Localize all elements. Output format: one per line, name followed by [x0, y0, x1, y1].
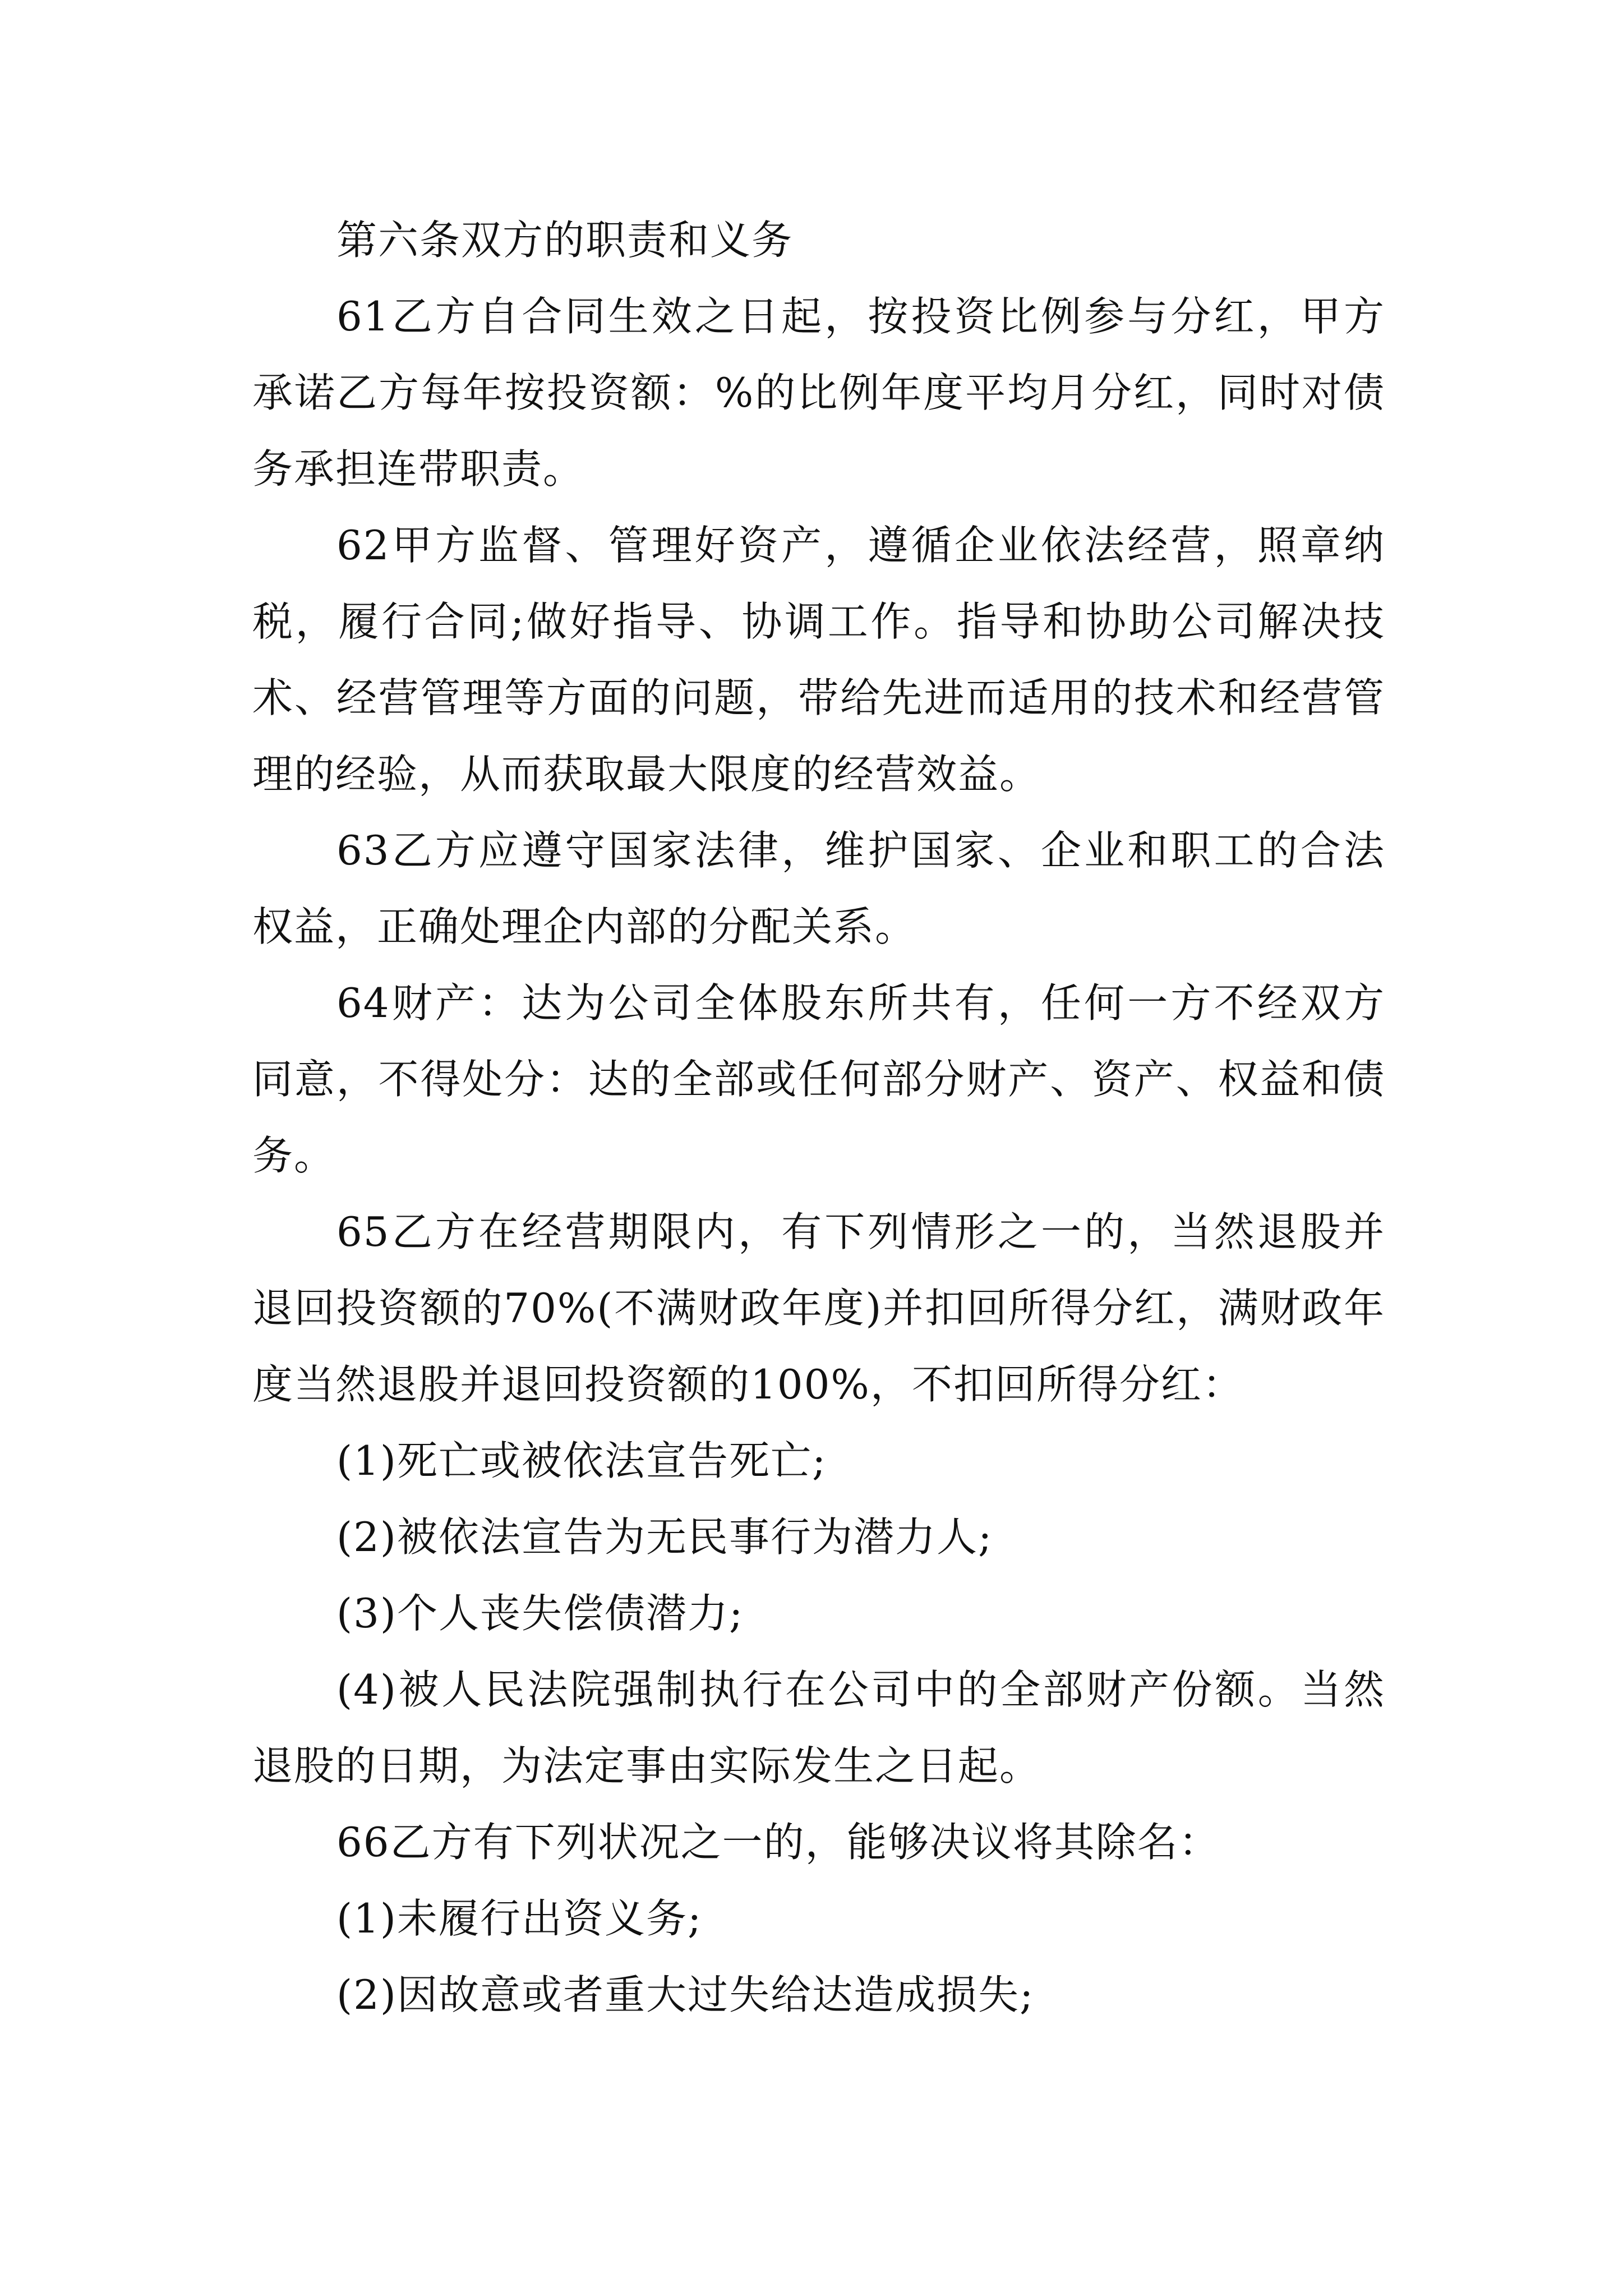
clause-6-5: 65乙方在经营期限内，有下列情形之一的，当然退股并退回投资额的70%(不满财政年度)并扣回所得分红，满财政年度当然退股并退回投资额的100%，不扣回所得分红：	[252, 1208, 1385, 1408]
section-heading: 第六条双方的职责和义务	[336, 217, 794, 264]
clause-6-6-item-2: (2)因故意或者重大过失给达造成损失;	[336, 1971, 1035, 2018]
clause-6-6: 66乙方有下列状况之一的，能够决议将其除名：	[336, 1819, 1220, 1866]
clause-6-1: 61乙方自合同生效之日起，按投资比例参与分红，甲方承诺乙方每年按投资额：%的比例年度平均月分红，同时对债务承担连带职责。	[252, 293, 1385, 493]
clause-6-6-item-1: (1)未履行出资义务;	[336, 1895, 703, 1942]
clause-6-5-item-3: (3)个人丧失偿债潜力;	[336, 1590, 744, 1637]
clause-6-5-item-2: (2)被依法宣告为无民事行为潜力人;	[336, 1513, 993, 1561]
clause-6-3: 63乙方应遵守国家法律，维护国家、企业和职工的合法权益，正确处理企内部的分配关系。	[252, 827, 1385, 950]
clause-6-2: 62甲方监督、管理好资产，遵循企业依法经营，照章纳税，履行合同;做好指导、协调工作。指导和协助公司解决技术、经营管理等方面的问题，带给先进而适用的技术和经营管理的经验，从而获取最大限度的经营效益。	[252, 522, 1385, 798]
clause-6-5-item-4: (4)被人民法院强制执行在公司中的全部财产份额。当然退股的日期，为法定事由实际发生之日起。	[252, 1666, 1385, 1789]
clause-6-5-item-1: (1)死亡或被依法宣告死亡;	[336, 1437, 827, 1484]
document-body	[252, 202, 1385, 2033]
clause-6-4: 64财产：达为公司全体股东所共有，任何一方不经双方同意，不得处分：达的全部或任何部分财产、资产、权益和债务。	[252, 979, 1385, 1179]
